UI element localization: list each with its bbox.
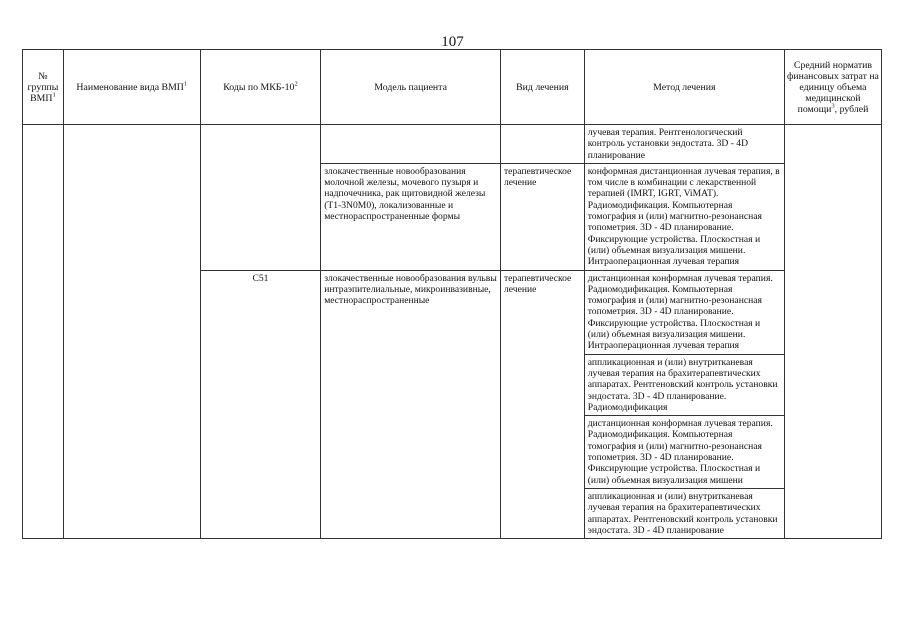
model-cell [321,125,501,164]
model-cell: злокачественные новообразования вульвы интраэпителиальные, микроинвазивные, местнораспространенные [321,270,501,539]
model-cell: злокачественные новообразования молочной железы, мочевого пузыря и надпочечника, рак щитовидной железы (T1-3N0M0), локализованные и местнораспространенные формы [321,163,501,270]
header-row [23,50,882,125]
table-row [23,125,882,164]
page-number: 107 [441,34,464,50]
method-cell: аппликационная и (или) внутритканевая лучевая терапия на брахитерапевтических аппаратах. Рентгеновский контроль установки эндостата. 3D - 4D планирование. Радиомодификация [584,354,784,415]
header-icd: Коды по МКБ-$10^2$ [200,50,321,125]
icd-cell [200,125,321,271]
header-type: Вид лечения [500,50,584,125]
type-cell [500,125,584,164]
icd-cell: C51 [200,270,321,539]
method-cell: конформная дистанционная лучевая терапия, в том числе в комбинации с лекарственной терапией (IMRT, IGRT, ViMAT). Радиомодификация. Компьютерная томография и (или) магнитно-резонансная топометрия. 3D - 4D планирование. Фиксирующие устройства. Плоскостная и (или) объемная визуализация мишени. Интраоперационная лучевая терапия [584,163,784,270]
type-cell: терапевтическое лечение [500,270,584,539]
group-cell [23,125,64,539]
name-cell [63,125,200,539]
method-cell: дистанционная конформная лучевая терапия. Радиомодификация. Компьютерная томография и (или) магнитно-резонансная топометрия. 3D - 4D планирование. Фиксирующие устройства. Плоскостная и (или) объемная визуализация мишени. Интраоперационная лучевая терапия [584,270,784,354]
treatment-table [22,49,882,539]
method-cell: аппликационная и (или) внутритканевая лучевая терапия на брахитерапевтических аппаратах. Рентгеновский контроль установки эндостата. 3D - 4D планирование [584,488,784,538]
cost-cell [784,125,881,539]
header-name: Наименование вида ВМП$^1$ [63,50,200,125]
type-cell: терапевтическое лечение [500,163,584,270]
header-cost: Средний норматив финансовых затрат на единицу объема медицинской помощи$^3$, рублей [784,50,881,125]
header-method: Метод лечения [584,50,784,125]
header-group: № группы ВМП$^1$ [23,50,64,125]
method-cell: дистанционная конформная лучевая терапия. Радиомодификация. Компьютерная томография и (или) магнитно-резонансная топометрия. 3D - 4D планирование. Фиксирующие устройства. Плоскостная и (или) объемная визуализация мишени [584,416,784,489]
header-model: Модель пациента [321,50,501,125]
method-cell: лучевая терапия. Рентгенологический контроль установки эндостата. 3D - 4D планирование [584,125,784,164]
